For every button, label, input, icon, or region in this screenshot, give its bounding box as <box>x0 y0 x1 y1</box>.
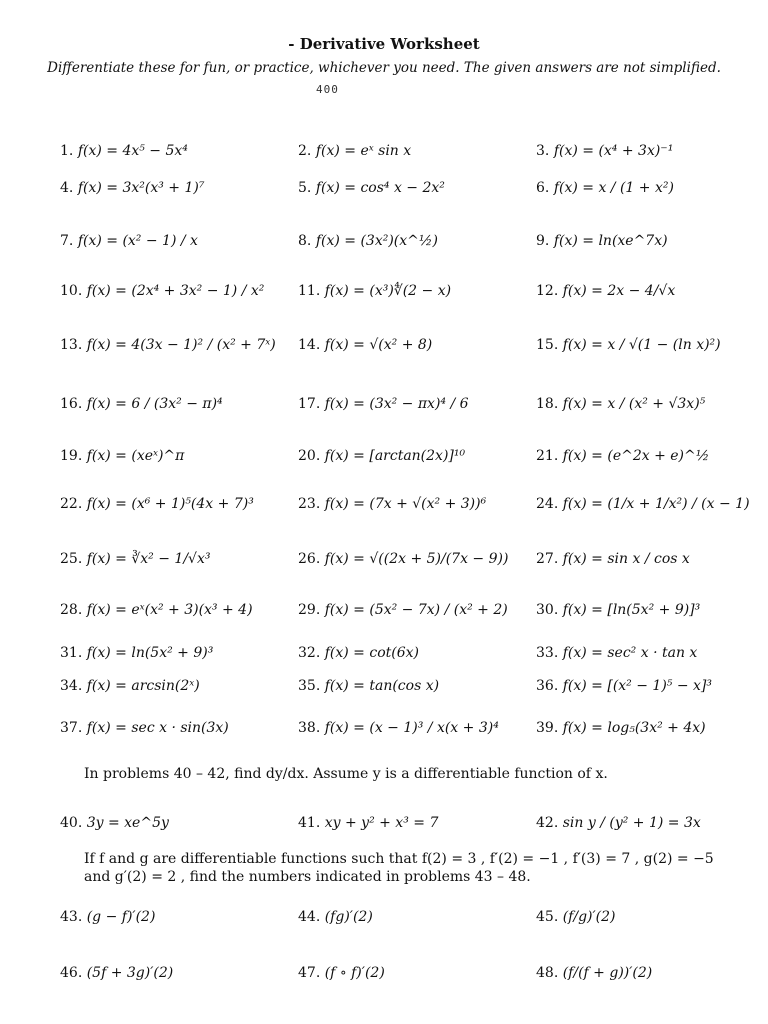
problem-number: 37. <box>60 720 83 736</box>
problem-37 <box>60 720 229 736</box>
problem-number: 31. <box>60 645 83 661</box>
problem-number: 15. <box>536 337 559 353</box>
problem-expression: f(x) = sec x · sin(3x) <box>86 720 229 736</box>
problem-32 <box>298 645 419 661</box>
problem-16 <box>60 396 223 412</box>
problem-expression: f(x) = (xeˣ)^π <box>86 448 185 464</box>
problem-41 <box>298 815 438 831</box>
problem-24 <box>536 496 750 512</box>
problem-expression: f(x) = (3x²)(x^½) <box>315 233 438 249</box>
problem-7 <box>60 233 198 249</box>
problem-expression: f(x) = (x − 1)³ / x(x + 3)⁴ <box>324 720 499 736</box>
problem-34 <box>60 678 200 694</box>
problem-expression: (f/(f + g))′(2) <box>562 965 653 981</box>
problem-expression: sin y / (y² + 1) = 3x <box>562 815 701 831</box>
problem-number: 25. <box>60 551 83 567</box>
problem-number: 43. <box>60 909 83 925</box>
problem-number: 45. <box>536 909 559 925</box>
problem-expression: f(x) = ln(xe^7x) <box>553 233 668 249</box>
problem-expression: f(x) = (3x² − πx)⁴ / 6 <box>324 396 469 412</box>
problem-expression: f(x) = 4(3x − 1)² / (x² + 7ˣ) <box>86 337 276 353</box>
problem-number: 10. <box>60 283 83 299</box>
instructions-part3-line1: If f and g are differentiable functions such that f(2) = 3 , f′(2) = −1 , f′(3) = 7 , g(2) = −5 <box>84 851 714 867</box>
problem-number: 26. <box>298 551 321 567</box>
problem-11 <box>298 283 451 299</box>
problem-expression: f(x) = x / (1 + x²) <box>553 180 674 196</box>
problem-46 <box>60 965 173 981</box>
problem-38 <box>298 720 499 736</box>
problem-number: 48. <box>536 965 559 981</box>
problem-20 <box>298 448 465 464</box>
problem-expression: f(x) = cos⁴ x − 2x² <box>315 180 445 196</box>
problem-number: 7. <box>60 233 74 249</box>
problem-39 <box>536 720 706 736</box>
problem-expression: (5f + 3g)′(2) <box>86 965 174 981</box>
problem-expression: (fg)′(2) <box>324 909 373 925</box>
problem-expression: f(x) = x / √(1 − (ln x)²) <box>562 337 721 353</box>
problem-29 <box>298 602 508 618</box>
problem-expression: f(x) = sin x / cos x <box>562 551 690 567</box>
problem-expression: f(x) = ∛x² − 1/√x³ <box>86 551 211 567</box>
problem-number: 20. <box>298 448 321 464</box>
problem-expression: f(x) = 3x²(x³ + 1)⁷ <box>77 180 205 196</box>
problem-expression: f(x) = 6 / (3x² − π)⁴ <box>86 396 223 412</box>
problem-expression: (g − f)′(2) <box>86 909 156 925</box>
problem-number: 44. <box>298 909 321 925</box>
problem-23 <box>298 496 486 512</box>
problem-number: 39. <box>536 720 559 736</box>
problem-number: 11. <box>298 283 321 299</box>
problem-number: 46. <box>60 965 83 981</box>
problem-1 <box>60 143 188 159</box>
problem-number: 23. <box>298 496 321 512</box>
instructions-part3-line2: and g′(2) = 2 , find the numbers indicated in problems 43 – 48. <box>84 869 531 885</box>
problem-number: 3. <box>536 143 550 159</box>
problem-33 <box>536 645 697 661</box>
problem-expression: f(x) = (x³)∜(2 − x) <box>324 283 452 299</box>
problem-number: 24. <box>536 496 559 512</box>
problem-number: 28. <box>60 602 83 618</box>
problem-number: 9. <box>536 233 550 249</box>
problem-number: 33. <box>536 645 559 661</box>
problem-number: 34. <box>60 678 83 694</box>
problem-number: 6. <box>536 180 550 196</box>
problem-expression: f(x) = tan(cos x) <box>324 678 440 694</box>
problem-expression: (f/g)′(2) <box>562 909 616 925</box>
problem-expression: 3y = xe^5y <box>86 815 169 831</box>
problem-number: 30. <box>536 602 559 618</box>
problem-35 <box>298 678 439 694</box>
problem-expression: f(x) = cot(6x) <box>324 645 419 661</box>
problem-12 <box>536 283 675 299</box>
problem-expression: f(x) = (7x + √(x² + 3))⁶ <box>324 496 487 512</box>
problem-number: 14. <box>298 337 321 353</box>
problem-45 <box>536 909 616 925</box>
problem-expression: xy + y² + x³ = 7 <box>324 815 439 831</box>
problem-number: 8. <box>298 233 312 249</box>
problem-number: 21. <box>536 448 559 464</box>
problem-expression: f(x) = eˣ(x² + 3)(x³ + 4) <box>86 602 253 618</box>
instructions-subtitle: Differentiate these for fun, or practice, whichever you need. The given answers are not simplified. <box>47 60 721 76</box>
problem-43 <box>60 909 155 925</box>
problem-26 <box>298 551 508 567</box>
problem-number: 1. <box>60 143 74 159</box>
problem-expression: f(x) = ln(5x² + 9)³ <box>86 645 214 661</box>
problem-number: 35. <box>298 678 321 694</box>
problem-18 <box>536 396 705 412</box>
problem-number: 16. <box>60 396 83 412</box>
problem-number: 29. <box>298 602 321 618</box>
problem-expression: f(x) = 4x⁵ − 5x⁴ <box>77 143 188 159</box>
problem-30 <box>536 602 700 618</box>
problem-28 <box>60 602 253 618</box>
problem-expression: f(x) = (x⁶ + 1)⁵(4x + 7)³ <box>86 496 254 512</box>
problem-47 <box>298 965 385 981</box>
problem-42 <box>536 815 701 831</box>
problem-2 <box>298 143 411 159</box>
problem-expression: f(x) = (x⁴ + 3x)⁻¹ <box>553 143 674 159</box>
problem-48 <box>536 965 652 981</box>
problem-number: 13. <box>60 337 83 353</box>
problem-number: 12. <box>536 283 559 299</box>
problem-17 <box>298 396 469 412</box>
problem-number: 2. <box>298 143 312 159</box>
problem-expression: f(x) = [arctan(2x)]¹⁰ <box>324 448 466 464</box>
problem-expression: f(x) = (2x⁴ + 3x² − 1) / x² <box>86 283 265 299</box>
problem-expression: f(x) = sec² x · tan x <box>562 645 698 661</box>
problem-6 <box>536 180 674 196</box>
problem-44 <box>298 909 373 925</box>
problem-15 <box>536 337 721 353</box>
problem-4 <box>60 180 204 196</box>
problem-expression: f(x) = [ln(5x² + 9)]³ <box>562 602 701 618</box>
problem-22 <box>60 496 254 512</box>
problem-5 <box>298 180 445 196</box>
instructions-part2: In problems 40 – 42, find dy/dx. Assume y is a differentiable function of x. <box>84 766 608 782</box>
problem-expression: f(x) = (x² − 1) / x <box>77 233 198 249</box>
problem-expression: (f ∘ f)′(2) <box>324 965 385 981</box>
problem-number: 27. <box>536 551 559 567</box>
problem-number: 5. <box>298 180 312 196</box>
problem-expression: f(x) = √(x² + 8) <box>324 337 433 353</box>
problem-13 <box>60 337 276 353</box>
problem-10 <box>60 283 264 299</box>
problem-expression: f(x) = x / (x² + √3x)⁵ <box>562 396 706 412</box>
problem-number: 42. <box>536 815 559 831</box>
problem-number: 38. <box>298 720 321 736</box>
problem-expression: f(x) = [(x² − 1)⁵ − x]³ <box>562 678 712 694</box>
problem-9 <box>536 233 668 249</box>
problem-number: 4. <box>60 180 74 196</box>
problem-number: 40. <box>60 815 83 831</box>
problem-8 <box>298 233 438 249</box>
problem-27 <box>536 551 690 567</box>
problem-number: 36. <box>536 678 559 694</box>
problem-14 <box>298 337 432 353</box>
problem-21 <box>536 448 709 464</box>
problem-31 <box>60 645 213 661</box>
problem-number: 22. <box>60 496 83 512</box>
problem-number: 47. <box>298 965 321 981</box>
problem-number: 19. <box>60 448 83 464</box>
problem-expression: f(x) = (5x² − 7x) / (x² + 2) <box>324 602 508 618</box>
problem-expression: f(x) = (e^2x + e)^½ <box>562 448 710 464</box>
page-title: - Derivative Worksheet <box>288 35 480 53</box>
problem-number: 18. <box>536 396 559 412</box>
problem-40 <box>60 815 169 831</box>
problem-25 <box>60 551 210 567</box>
problem-number: 17. <box>298 396 321 412</box>
problem-expression: f(x) = log₅(3x² + 4x) <box>562 720 706 736</box>
problem-19 <box>60 448 184 464</box>
problem-expression: f(x) = (1/x + 1/x²) / (x − 1) <box>562 496 750 512</box>
problem-expression: f(x) = arcsin(2ˣ) <box>86 678 200 694</box>
problem-36 <box>536 678 712 694</box>
problem-number: 41. <box>298 815 321 831</box>
problem-expression: f(x) = eˣ sin x <box>315 143 412 159</box>
document-code: 400 <box>316 83 339 96</box>
problem-number: 32. <box>298 645 321 661</box>
problem-3 <box>536 143 673 159</box>
problem-expression: f(x) = √((2x + 5)/(7x − 9)) <box>324 551 509 567</box>
problem-expression: f(x) = 2x − 4/√x <box>562 283 676 299</box>
